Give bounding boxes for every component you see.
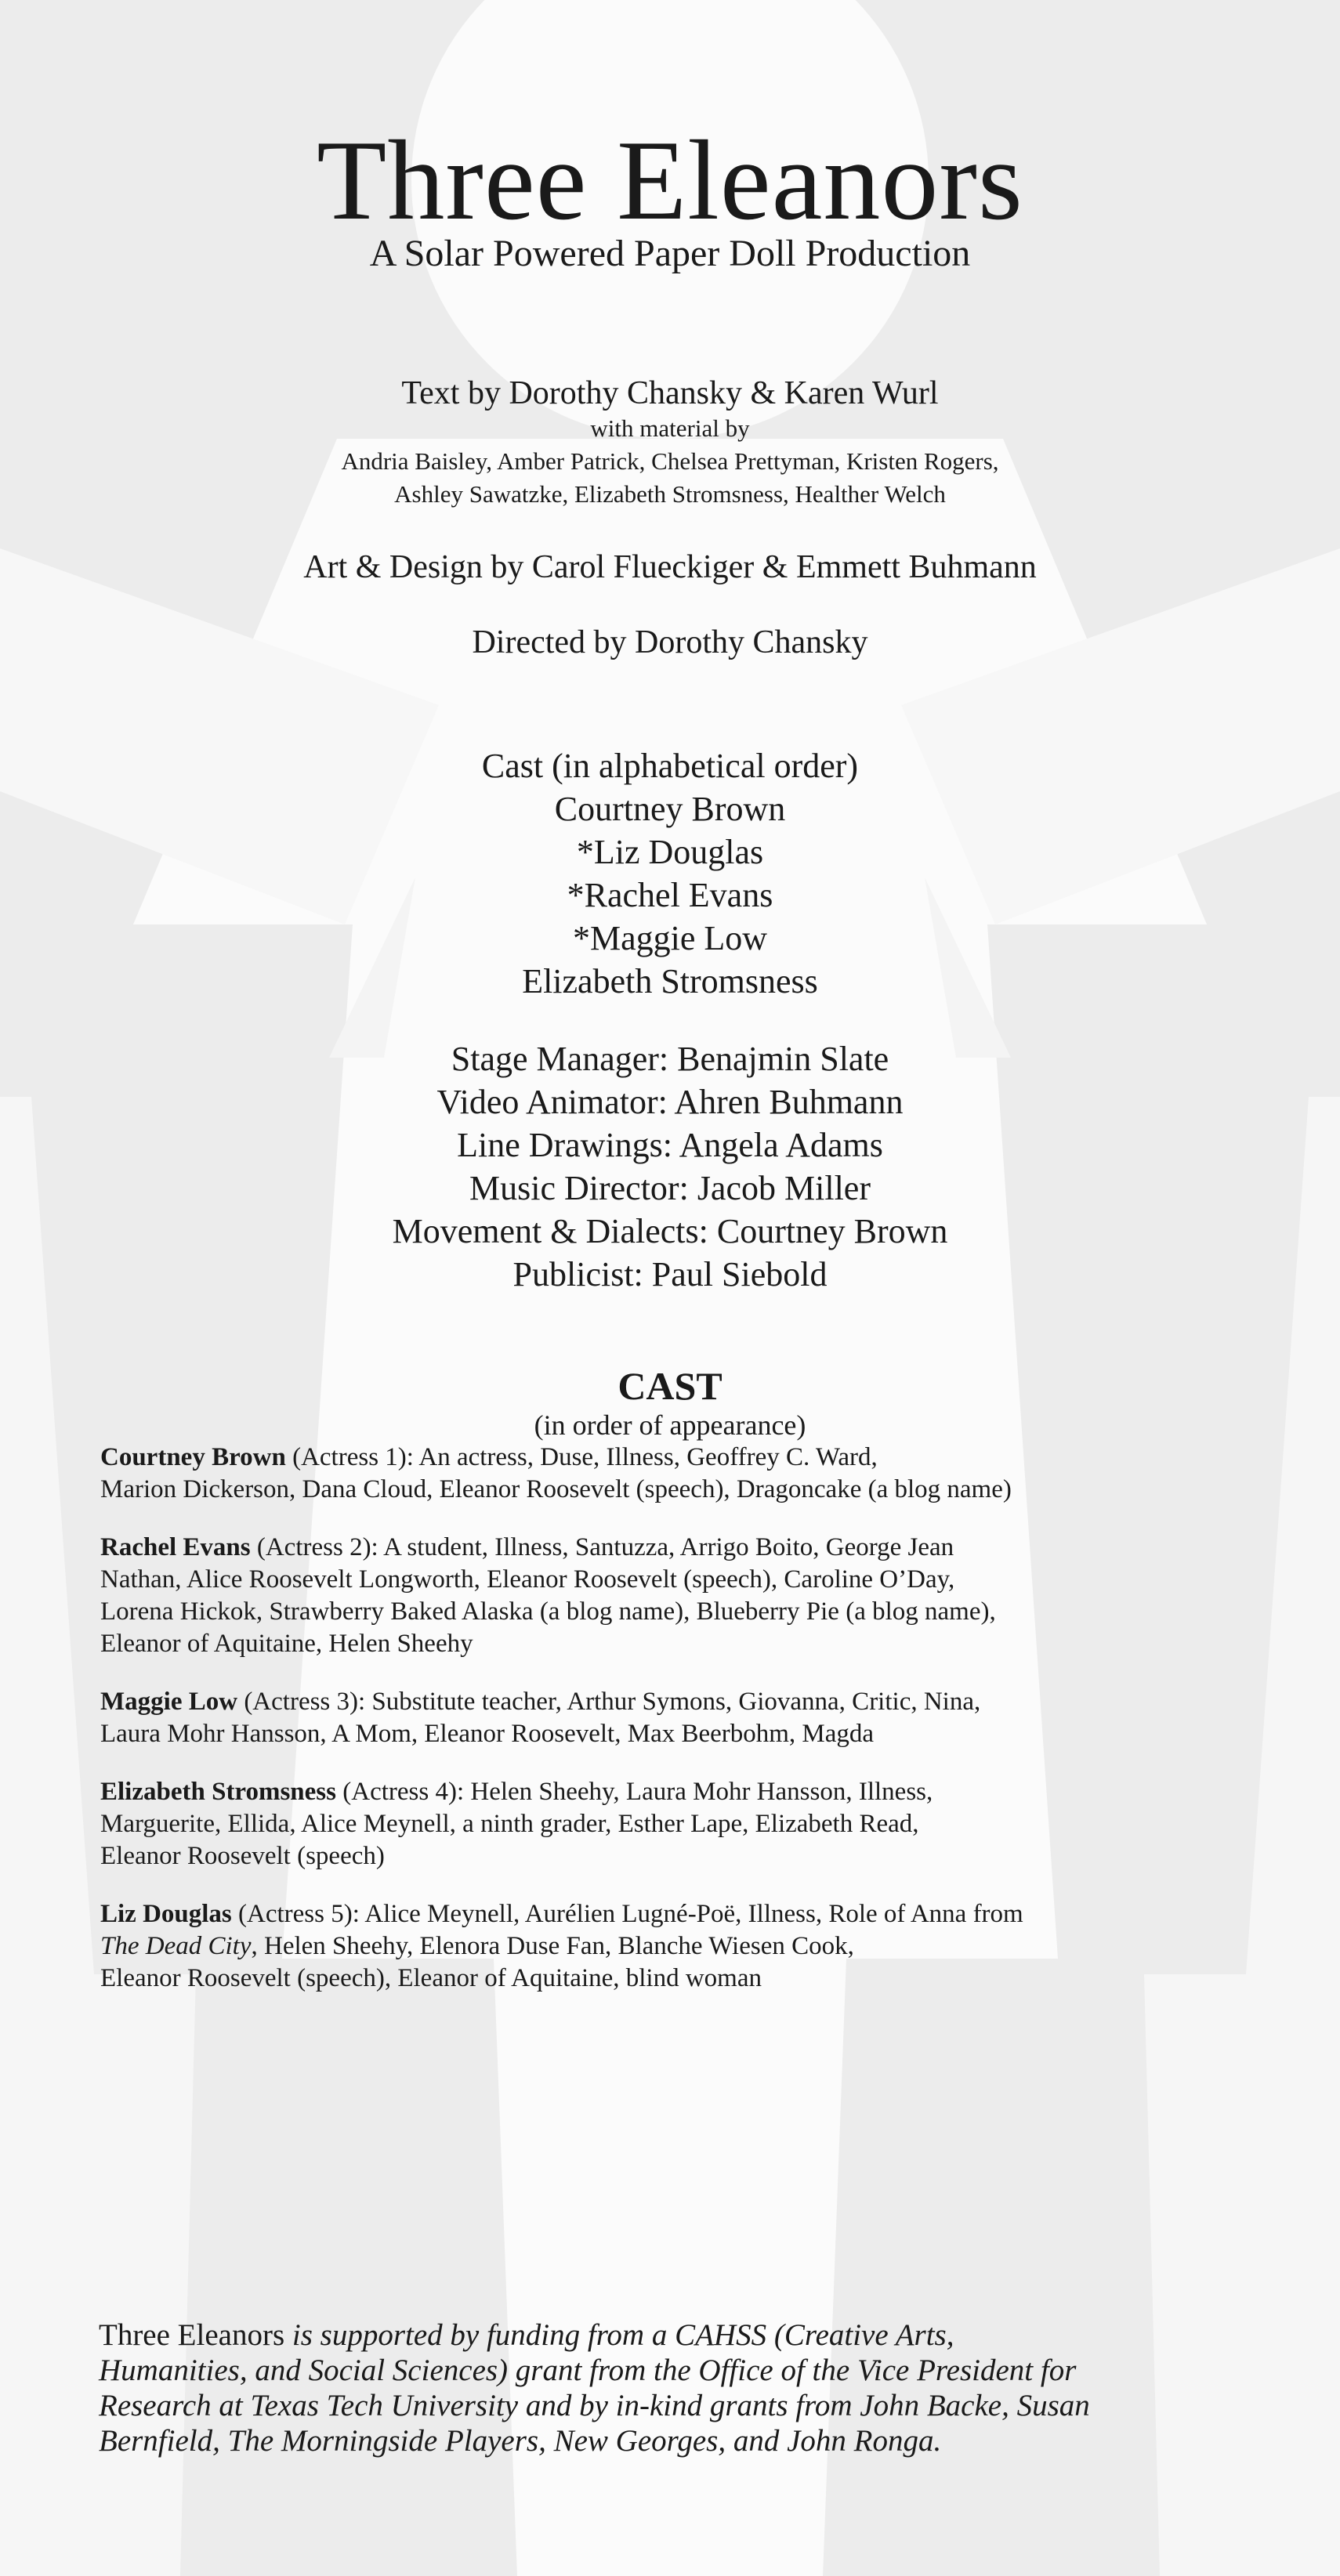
crew-item: Music Director: Jacob Miller bbox=[469, 1169, 871, 1207]
play-subtitle: A Solar Powered Paper Doll Production bbox=[369, 233, 971, 274]
role-text: (Actress 5): Alice Meynell, Aurélien Lugné-Poë, Illness, Role of Anna from bbox=[231, 1900, 1023, 1928]
cast-section-heading: CAST bbox=[617, 1364, 723, 1408]
cast-section-subheading: (in order of appearance) bbox=[534, 1409, 806, 1441]
actor-name: Elizabeth Stromsness bbox=[100, 1778, 336, 1806]
crew-item: Movement & Dialects: Courtney Brown bbox=[392, 1212, 948, 1250]
crew-item: Stage Manager: Benajmin Slate bbox=[451, 1040, 889, 1078]
funding-text: is supported by funding from a CAHSS (Creative Arts, bbox=[284, 2318, 954, 2352]
funding-play-title: Three Eleanors bbox=[99, 2318, 285, 2352]
cast-alphabetical bbox=[0, 744, 1340, 1003]
director-credit: Directed by Dorothy Chansky bbox=[472, 624, 868, 660]
crew-list bbox=[0, 1037, 1340, 1296]
art-design-credit: Art & Design by Carol Flueckiger & Emmett Buhmann bbox=[303, 549, 1037, 585]
with-material-by: with material by bbox=[590, 414, 750, 442]
crew-item: Video Animator: Ahren Buhmann bbox=[436, 1083, 904, 1121]
contributors-line: Ashley Sawatzke, Elizabeth Stromsness, Healther Welch bbox=[394, 480, 946, 508]
role-entry bbox=[100, 1686, 1252, 1750]
role-entry bbox=[100, 1532, 1252, 1660]
actor-name: Courtney Brown bbox=[100, 1443, 286, 1471]
role-text: Marguerite, Ellida, Alice Meynell, a ninth grader, Esther Lape, Elizabeth Read, bbox=[100, 1810, 919, 1838]
role-text: , Helen Sheehy, Elenora Duse Fan, Blanche Wiesen Cook, bbox=[251, 1932, 854, 1960]
actor-name: Rachel Evans bbox=[100, 1533, 251, 1561]
cast-name: *Maggie Low bbox=[572, 919, 768, 957]
role-text: Nathan, Alice Roosevelt Longworth, Eleanor Roosevelt (speech), Caroline O’Day, bbox=[100, 1565, 955, 1594]
role-entry bbox=[100, 1442, 1252, 1506]
funding-text: Research at Texas Tech University and by in-kind grants from John Backe, Susan bbox=[99, 2389, 1090, 2422]
role-entry bbox=[100, 1776, 1252, 1872]
cast-name: *Rachel Evans bbox=[567, 876, 773, 914]
contributors bbox=[0, 445, 1340, 511]
funding-note bbox=[99, 2317, 1259, 2458]
contributors-line: Andria Baisley, Amber Patrick, Chelsea Prettyman, Kristen Rogers, bbox=[341, 447, 999, 475]
crew-item: Publicist: Paul Siebold bbox=[512, 1255, 828, 1293]
role-text: (Actress 2): A student, Illness, Santuzza, Arrigo Boito, George Jean bbox=[250, 1533, 954, 1561]
play-reference: The Dead City bbox=[100, 1932, 252, 1960]
cast-name: Courtney Brown bbox=[554, 790, 786, 828]
role-text: Laura Mohr Hansson, A Mom, Eleanor Roosevelt, Max Beerbohm, Magda bbox=[100, 1720, 875, 1748]
role-text: (Actress 3): Substitute teacher, Arthur Symons, Giovanna, Critic, Nina, bbox=[237, 1688, 981, 1716]
role-text: Eleanor Roosevelt (speech) bbox=[100, 1842, 385, 1870]
role-text: Marion Dickerson, Dana Cloud, Eleanor Roosevelt (speech), Dragoncake (a blog name) bbox=[100, 1475, 1012, 1503]
actor-name: Maggie Low bbox=[100, 1688, 238, 1716]
funding-text: Bernfield, The Morningside Players, New Georges, and John Ronga. bbox=[99, 2424, 942, 2458]
cast-name: Elizabeth Stromsness bbox=[522, 962, 818, 1000]
role-text: Lorena Hickok, Strawberry Baked Alaska (a blog name), Blueberry Pie (a blog name), bbox=[100, 1597, 996, 1626]
play-title: Three Eleanors bbox=[317, 117, 1023, 244]
funding-text: Humanities, and Social Sciences) grant from the Office of the Vice President for bbox=[99, 2353, 1077, 2387]
cast-list-heading: Cast (in alphabetical order) bbox=[481, 747, 859, 785]
actor-name: Liz Douglas bbox=[100, 1900, 232, 1928]
text-by-credit: Text by Dorothy Chansky & Karen Wurl bbox=[401, 375, 939, 411]
cast-name: *Liz Douglas bbox=[576, 833, 764, 871]
role-text: Eleanor of Aquitaine, Helen Sheehy bbox=[100, 1630, 473, 1658]
role-list bbox=[100, 1442, 1252, 2021]
role-entry bbox=[100, 1898, 1252, 1995]
role-text: (Actress 4): Helen Sheehy, Laura Mohr Hansson, Illness, bbox=[336, 1778, 933, 1806]
crew-item: Line Drawings: Angela Adams bbox=[457, 1126, 883, 1164]
role-text: (Actress 1): An actress, Duse, Illness, Geoffrey C. Ward, bbox=[285, 1443, 878, 1471]
role-text: Eleanor Roosevelt (speech), Eleanor of Aquitaine, blind woman bbox=[100, 1964, 762, 1992]
